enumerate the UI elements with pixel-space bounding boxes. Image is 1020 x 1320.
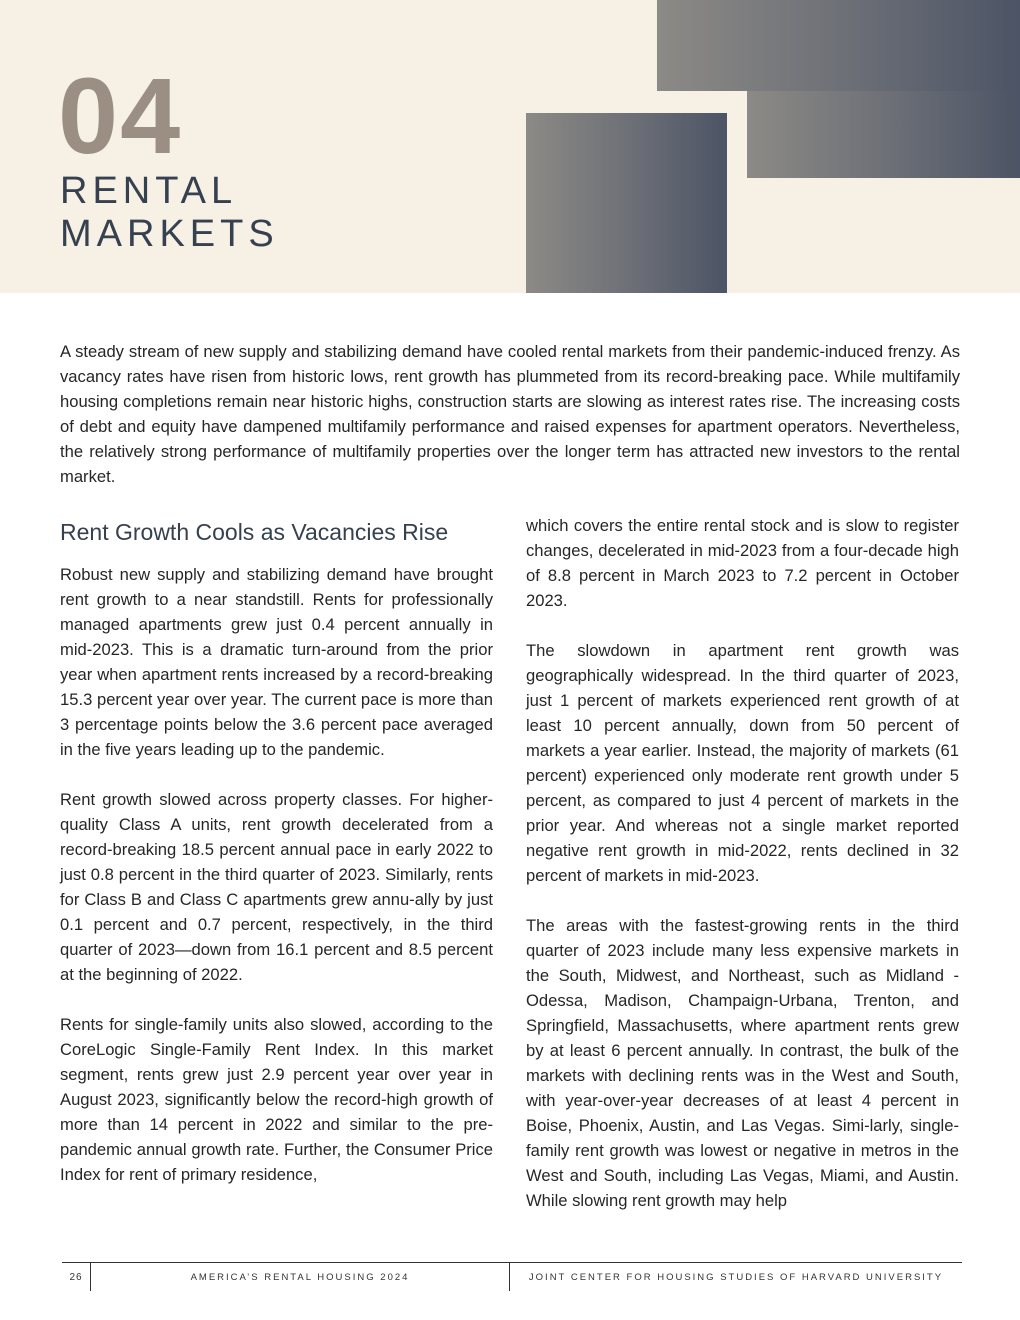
left-column xyxy=(60,513,493,1212)
chapter-title xyxy=(60,170,279,256)
chapter-hero xyxy=(0,0,1020,293)
right-column xyxy=(526,513,959,1238)
body-paragraph: The slowdown in apartment rent growth was geographically widespread. In the third quarter of 2023, just 1 percent of markets experienced rent growth of at least 10 percent annually, down from 50 percent of markets a year earlier. Instead, the majority of markets (61 percent) experienced only moderate rent growth under 5 percent, as compared to just 4 percent of markets in the prior year. And whereas not a single market reported negative rent growth in mid-2022, rents declined in 32 percent of markets in mid-2023. xyxy=(526,641,959,885)
chapter-title-line-2: MARKETS xyxy=(60,213,279,255)
page-number: 26 xyxy=(69,1272,83,1283)
decorative-gradient-block-top xyxy=(657,0,1020,91)
body-paragraph: The areas with the fastest-growing rents in the third quarter of 2023 include many less expensive markets in the South, Midwest, and Northeast, such as Midland -Odessa, Madison, Champaign-Urbana, Trenton, and Springfield, Massachusetts, where apartment rents grew by at least 6 percent annually. In contrast, the bulk of the markets with declining rents was in the West and South, with year-over-year decreases of at least 4 percent in Boise, Phoenix, Austin, and Las Vegas. Simi-larly, single-family rent growth was lowest or negative in metros in the West and South, including Las Vegas, Miami, and Austin. While slowing rent growth may help xyxy=(526,916,959,1210)
section-heading: Rent Growth Cools as Vacancies Rise xyxy=(60,519,449,545)
footer-organization: JOINT CENTER FOR HOUSING STUDIES OF HARVARD UNIVERSITY xyxy=(528,1272,944,1283)
decorative-gradient-block-center xyxy=(526,113,727,293)
intro-paragraph: A steady stream of new supply and stabilizing demand have cooled rental markets from their pandemic-induced frenzy. As vacancy rates have risen from historic lows, rent growth has plummeted from its record-breaking pace. While multifamily housing completions remain near historic highs, construction starts are slowing as interest rates rise. The increasing costs of debt and equity have dampened multifamily performance and raised expenses for apartment operators. Nevertheless, the relatively strong performance of multifamily properties over the longer term has attracted new investors to the rental market. xyxy=(60,342,960,486)
body-paragraph: Rents for single-family units also slowed, according to the CoreLogic Single-Family Rent Index. In this market segment, rents grew just 2.9 percent year over year in August 2023, significantly below the record-high growth of more than 14 percent in 2022 and similar to the pre-pandemic annual growth rate. Further, the Consumer Price Index for rent of primary residence, xyxy=(60,1015,493,1184)
chapter-number: 04 xyxy=(58,55,183,176)
decorative-gradient-block-right xyxy=(747,91,1020,178)
body-paragraph: which covers the entire rental stock and is slow to register changes, decelerated in mid-2023 from a four-decade high of 8.8 percent in March 2023 to 7.2 percent in October 2023. xyxy=(526,516,959,610)
footer-rule xyxy=(62,1262,962,1263)
body-paragraph: Robust new supply and stabilizing demand have brought rent growth to a near standstill. Rents for professionally managed apartments grew just 0.4 percent annually in mid-2023. This is a dramatic turn-around from the prior year when apartment rents increased by a record-breaking 15.3 percent year over year. The current pace is more than 3 percentage points below the 3.6 percent pace averaged in the five years leading up to the pandemic. xyxy=(60,565,493,759)
chapter-title-line-1: RENTAL xyxy=(60,170,238,212)
footer-publication-title: AMERICA’S RENTAL HOUSING 2024 xyxy=(190,1272,410,1283)
body-paragraph: Rent growth slowed across property classes. For higher-quality Class A units, rent growth decelerated from a record-breaking 18.5 percent annual pace in early 2022 to just 0.8 percent in the third quarter of 2023. Similarly, rents for Class B and Class C apartments grew annu-ally by just 0.1 percent and 0.7 percent, respectively, in the third quarter of 2023—down from 16.1 percent and 8.5 percent at the beginning of 2022. xyxy=(60,790,493,984)
